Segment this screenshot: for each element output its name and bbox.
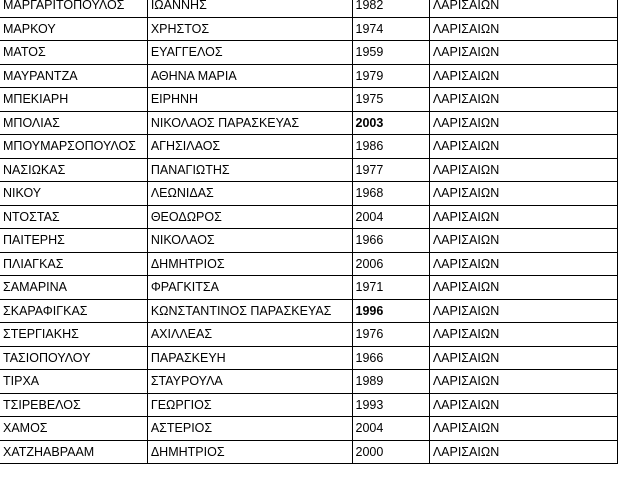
year-cell: 1989 [352,370,429,394]
first-name-cell: ΓΕΩΡΓΙΟΣ [147,393,352,417]
club-cell: ΛΑΡΙΣΑΙΩΝ [429,440,617,464]
club-cell: ΛΑΡΙΣΑΙΩΝ [429,252,617,276]
year-cell: 1971 [352,276,429,300]
club-cell: ΛΑΡΙΣΑΙΩΝ [429,276,617,300]
first-name-cell: ΝΙΚΟΛΑΟΣ [147,229,352,253]
surname-cell: ΜΠΕΚΙΑΡΗ [0,88,147,112]
first-name-cell: ΣΤΑΥΡΟΥΛΑ [147,370,352,394]
club-cell: ΛΑΡΙΣΑΙΩΝ [429,229,617,253]
table-row [0,64,618,88]
club-cell: ΛΑΡΙΣΑΙΩΝ [429,323,617,347]
surname-cell: ΜΑΡΚΟΥ [0,17,147,41]
first-name-cell: ΕΙΡΗΝΗ [147,88,352,112]
year-cell: 1977 [352,158,429,182]
surname-cell: ΣΑΜΑΡΙΝΑ [0,276,147,300]
first-name-cell: ΕΥΑΓΓΕΛΟΣ [147,41,352,65]
surname-cell: ΠΑΙΤΕΡΗΣ [0,229,147,253]
year-cell: 1996 [352,299,429,323]
year-cell: 1966 [352,346,429,370]
first-name-cell: ΠΑΡΑΣΚΕΥΗ [147,346,352,370]
table-row [0,440,618,464]
club-cell: ΛΑΡΙΣΑΙΩΝ [429,158,617,182]
year-cell: 1968 [352,182,429,206]
year-cell: 2004 [352,417,429,441]
surname-cell: ΜΑΡΓΑΡΙΤΟΠΟΥΛΟΣ [0,0,147,17]
first-name-cell: ΑΓΗΣΙΛΑΟΣ [147,135,352,159]
first-name-cell: ΚΩΝΣΤΑΝΤΙΝΟΣ ΠΑΡΑΣΚΕΥΑΣ [147,299,352,323]
year-cell: 1993 [352,393,429,417]
surname-cell: ΝΑΣΙΩΚΑΣ [0,158,147,182]
club-cell: ΛΑΡΙΣΑΙΩΝ [429,0,617,17]
table-row [0,323,618,347]
table-row [0,229,618,253]
year-cell: 1986 [352,135,429,159]
first-name-cell: ΑΧΙΛΛΕΑΣ [147,323,352,347]
table-row [0,182,618,206]
surname-cell: ΝΙΚΟΥ [0,182,147,206]
year-cell: 1974 [352,17,429,41]
club-cell: ΛΑΡΙΣΑΙΩΝ [429,111,617,135]
year-cell: 1976 [352,323,429,347]
club-cell: ΛΑΡΙΣΑΙΩΝ [429,135,617,159]
club-cell: ΛΑΡΙΣΑΙΩΝ [429,88,617,112]
surname-cell: ΤΑΣΙΟΠΟΥΛΟΥ [0,346,147,370]
table-row [0,393,618,417]
surname-cell: ΤΣΙΡΕΒΕΛΟΣ [0,393,147,417]
surname-cell: ΧΑΜΟΣ [0,417,147,441]
first-name-cell: ΙΩΑΝΝΗΣ [147,0,352,17]
table-row [0,88,618,112]
surname-cell: ΜΠΟΥΜΑΡΣΟΠΟΥΛΟΣ [0,135,147,159]
table-row [0,417,618,441]
club-cell: ΛΑΡΙΣΑΙΩΝ [429,17,617,41]
year-cell: 1966 [352,229,429,253]
club-cell: ΛΑΡΙΣΑΙΩΝ [429,370,617,394]
year-cell: 2004 [352,205,429,229]
first-name-cell: ΔΗΜΗΤΡΙΟΣ [147,440,352,464]
surname-cell: ΣΚΑΡΑΦΙΓΚΑΣ [0,299,147,323]
club-cell: ΛΑΡΙΣΑΙΩΝ [429,299,617,323]
table-row [0,276,618,300]
year-cell: 2006 [352,252,429,276]
first-name-cell: ΛΕΩΝΙΔΑΣ [147,182,352,206]
first-name-cell: ΑΣΤΕΡΙΟΣ [147,417,352,441]
surname-cell: ΝΤΟΣΤΑΣ [0,205,147,229]
table-row [0,299,618,323]
table-row [0,111,618,135]
table-row [0,346,618,370]
club-cell: ΛΑΡΙΣΑΙΩΝ [429,205,617,229]
first-name-cell: ΔΗΜΗΤΡΙΟΣ [147,252,352,276]
year-cell: 1982 [352,0,429,17]
table-row [0,17,618,41]
surname-cell: ΧΑΤΖΗΑΒΡΑΑΜ [0,440,147,464]
surname-cell: ΜΠΟΛΙΑΣ [0,111,147,135]
club-cell: ΛΑΡΙΣΑΙΩΝ [429,346,617,370]
club-cell: ΛΑΡΙΣΑΙΩΝ [429,417,617,441]
first-name-cell: ΦΡΑΓΚΙΤΣΑ [147,276,352,300]
year-cell: 1979 [352,64,429,88]
club-cell: ΛΑΡΙΣΑΙΩΝ [429,393,617,417]
first-name-cell: ΠΑΝΑΓΙΩΤΗΣ [147,158,352,182]
table-row [0,158,618,182]
first-name-cell: ΑΘΗΝΑ ΜΑΡΙΑ [147,64,352,88]
year-cell: 2000 [352,440,429,464]
surname-cell: ΤΙΡΧΑ [0,370,147,394]
table-row [0,205,618,229]
club-cell: ΛΑΡΙΣΑΙΩΝ [429,64,617,88]
club-cell: ΛΑΡΙΣΑΙΩΝ [429,182,617,206]
table-row [0,0,618,17]
club-cell: ΛΑΡΙΣΑΙΩΝ [429,41,617,65]
surname-cell: ΠΛΙΑΓΚΑΣ [0,252,147,276]
surname-cell: ΣΤΕΡΓΙΑΚΗΣ [0,323,147,347]
surname-cell: ΜΑΤΟΣ [0,41,147,65]
surname-cell: ΜΑΥΡΑΝΤΖΑ [0,64,147,88]
table-row [0,370,618,394]
table-row [0,41,618,65]
first-name-cell: ΘΕΟΔΩΡΟΣ [147,205,352,229]
table-row [0,252,618,276]
first-name-cell: ΧΡΗΣΤΟΣ [147,17,352,41]
first-name-cell: ΝΙΚΟΛΑΟΣ ΠΑΡΑΣΚΕΥΑΣ [147,111,352,135]
table-row [0,135,618,159]
year-cell: 1959 [352,41,429,65]
year-cell: 1975 [352,88,429,112]
year-cell: 2003 [352,111,429,135]
